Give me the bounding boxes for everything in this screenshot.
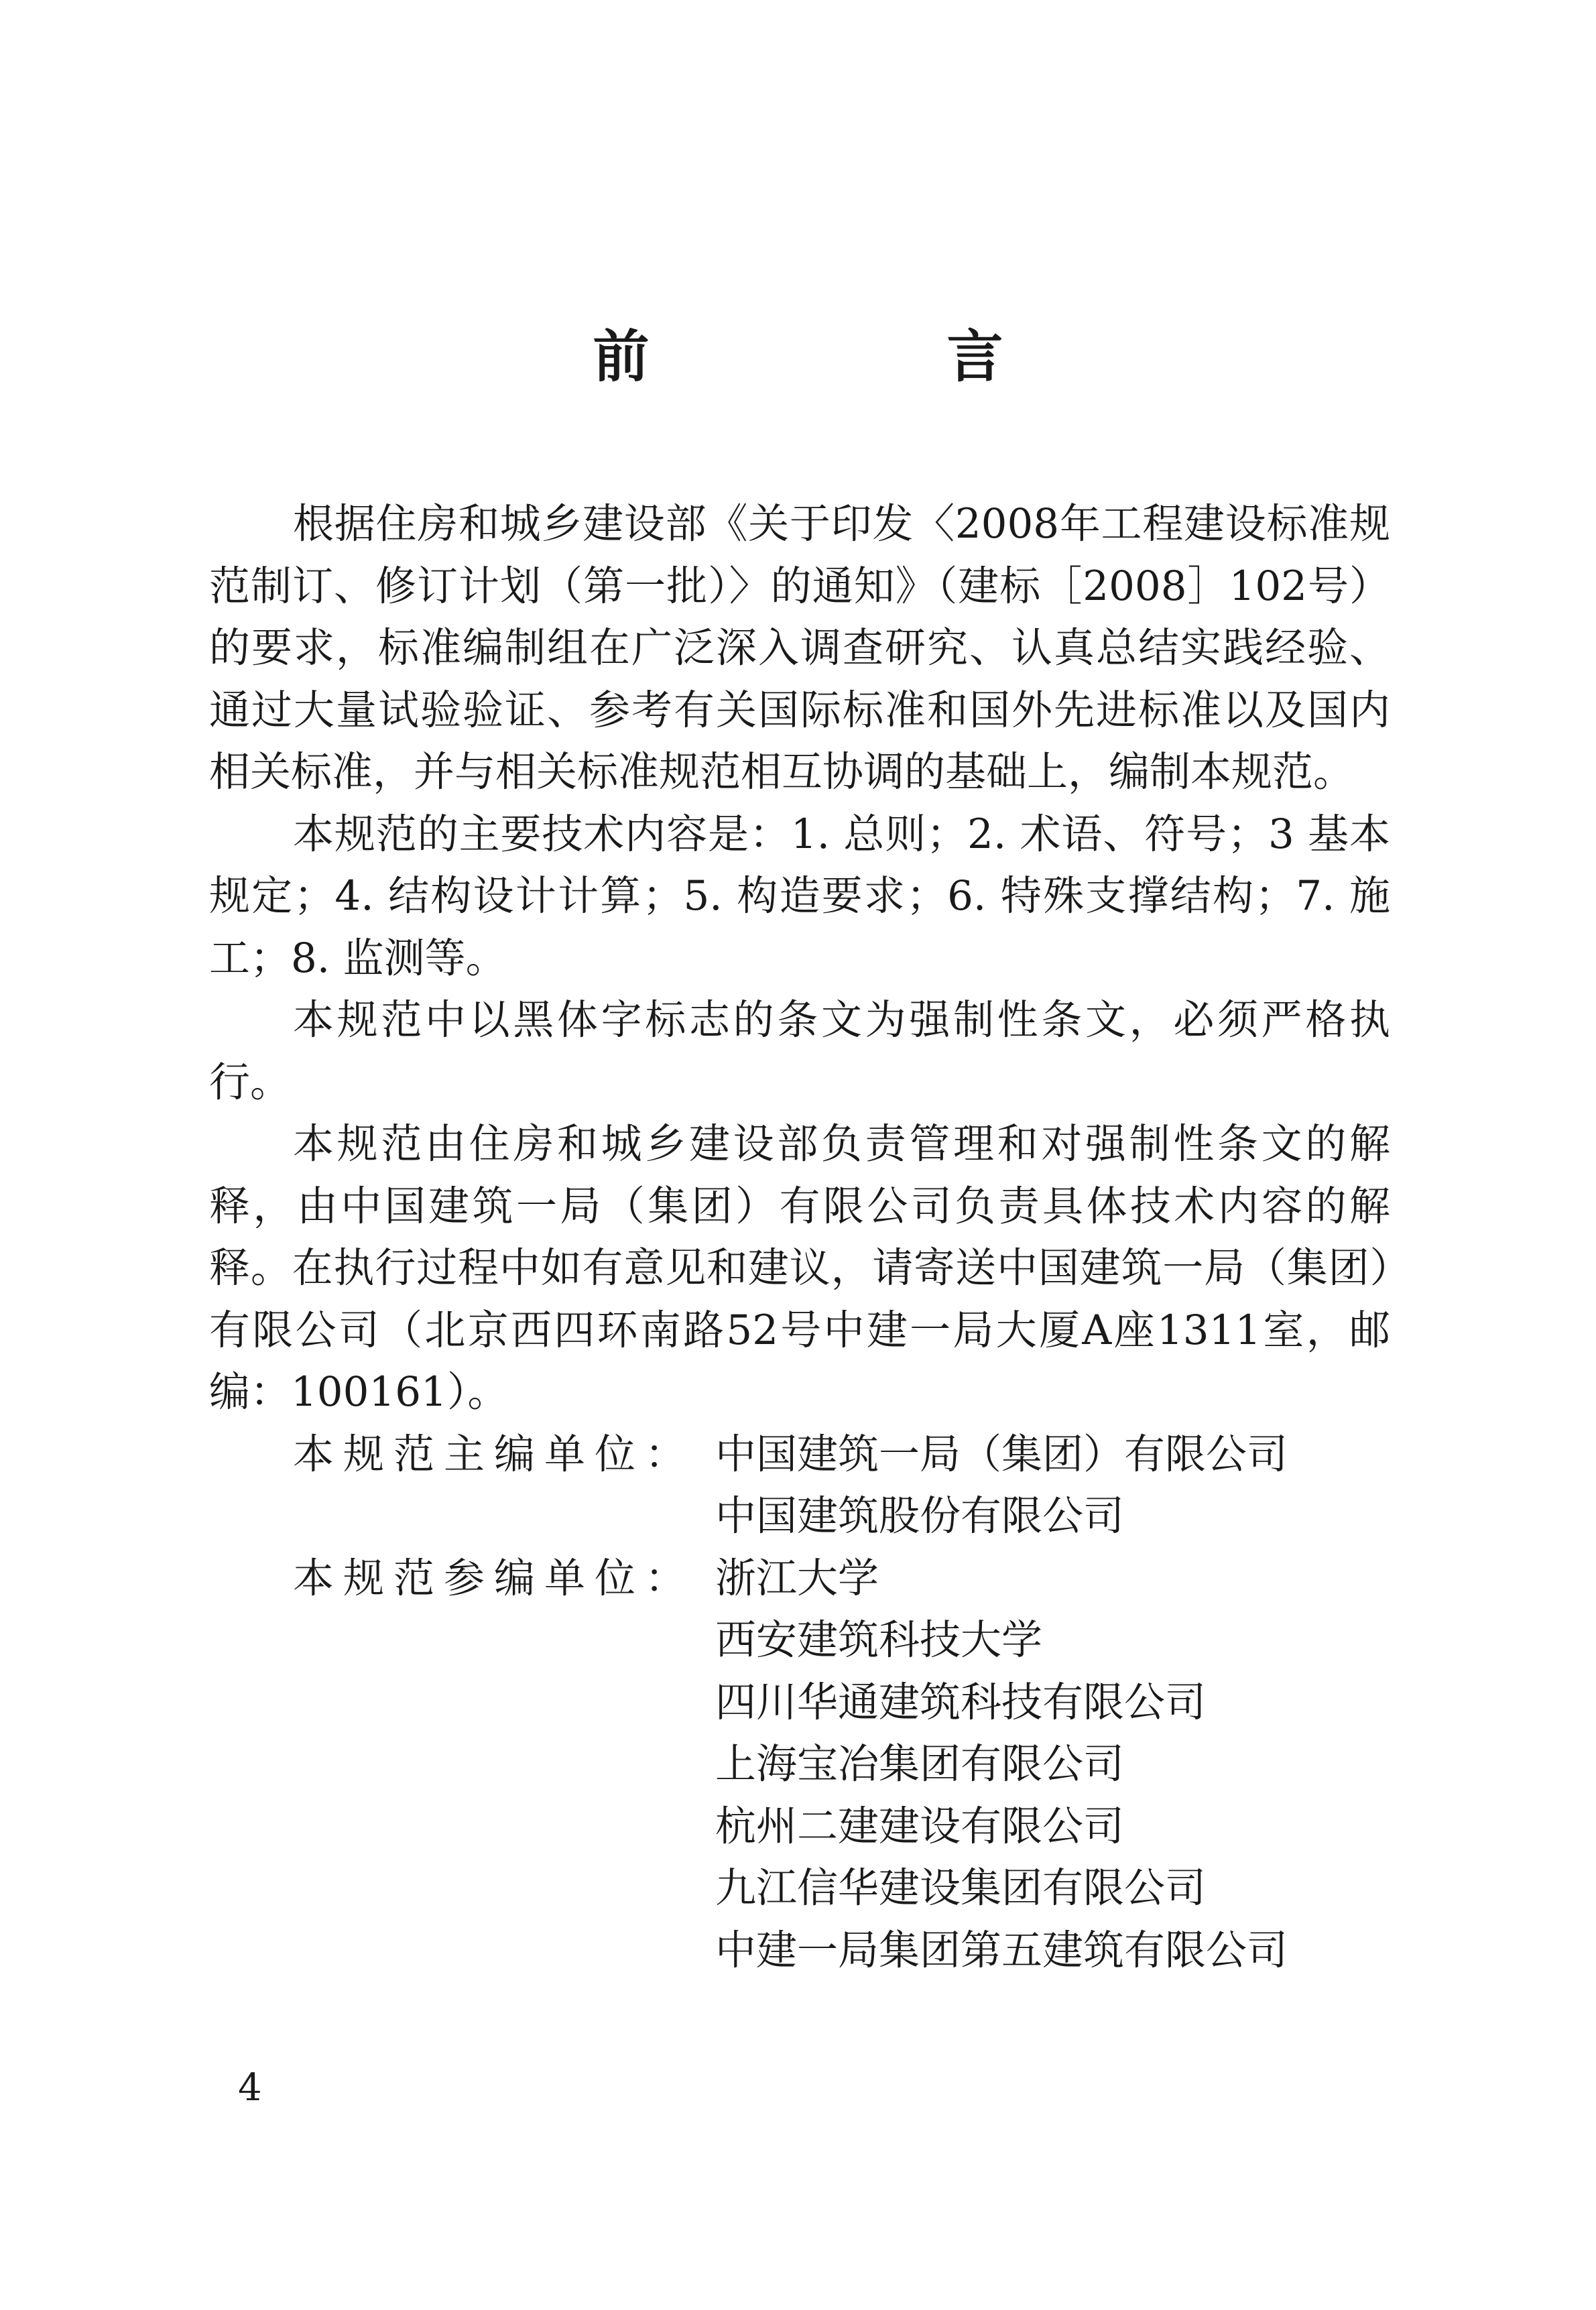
unit-name: 中建一局集团第五建筑有限公司	[715, 1926, 1288, 1974]
unit-name: 九江信华建设集团有限公司	[715, 1864, 1207, 1912]
paragraph-interpretation: 本规范由住房和城乡建设部负责管理和对强制性条文的解释，由中国建筑一局（集团）有限公司负责具体技术内容的解释。在执行过程中如有意见和建议，请寄送中国建筑一局（集团）有限公司（北京西四环南路52号中建一局大厦A座1311室，邮编：100161）。	[209, 1120, 1390, 1416]
unit-name: 上海宝冶集团有限公司	[715, 1740, 1125, 1788]
chief-units-list	[715, 1424, 1390, 1548]
chief-units-label: 本规范主编单位：	[293, 1430, 696, 1478]
chief-units-row	[209, 1424, 1390, 1548]
paragraph-basis: 根据住房和城乡建设部《关于印发〈2008年工程建设标准规范制订、修订计划（第一批）〉的通知》（建标［2008］102号）的要求，标准编制组在广泛深入调查研究、认真总结实践经验、通过大量试验验证、参考有关国际标准和国外先进标准以及国内相关标准，并与相关标准规范相互协调的基础上，编制本规范。	[209, 500, 1390, 796]
unit-name: 中国建筑一局（集团）有限公司	[715, 1430, 1288, 1478]
unit-name: 浙江大学	[715, 1554, 879, 1602]
participating-units-list	[715, 1548, 1390, 1982]
page-title: 前 言	[593, 323, 1124, 389]
participating-units-label: 本规范参编单位：	[293, 1554, 696, 1602]
paragraph-mandatory-clauses: 本规范中以黑体字标志的条文为强制性条文，必须严格执行。	[209, 996, 1390, 1106]
page-number: 4	[238, 2066, 262, 2110]
unit-name: 杭州二建建设有限公司	[715, 1802, 1125, 1850]
participating-units-row	[209, 1548, 1390, 1982]
preface-body	[209, 493, 1390, 1982]
unit-name: 四川华通建筑科技有限公司	[715, 1678, 1207, 1726]
units-block	[209, 1424, 1390, 1982]
paragraph-main-content: 本规范的主要技术内容是：1. 总则；2. 术语、符号；3 基本规定；4. 结构设计计算；5. 构造要求；6. 特殊支撑结构；7. 施工；8. 监测等。	[209, 810, 1390, 982]
unit-name: 中国建筑股份有限公司	[715, 1492, 1125, 1540]
unit-name: 西安建筑科技大学	[715, 1616, 1043, 1664]
